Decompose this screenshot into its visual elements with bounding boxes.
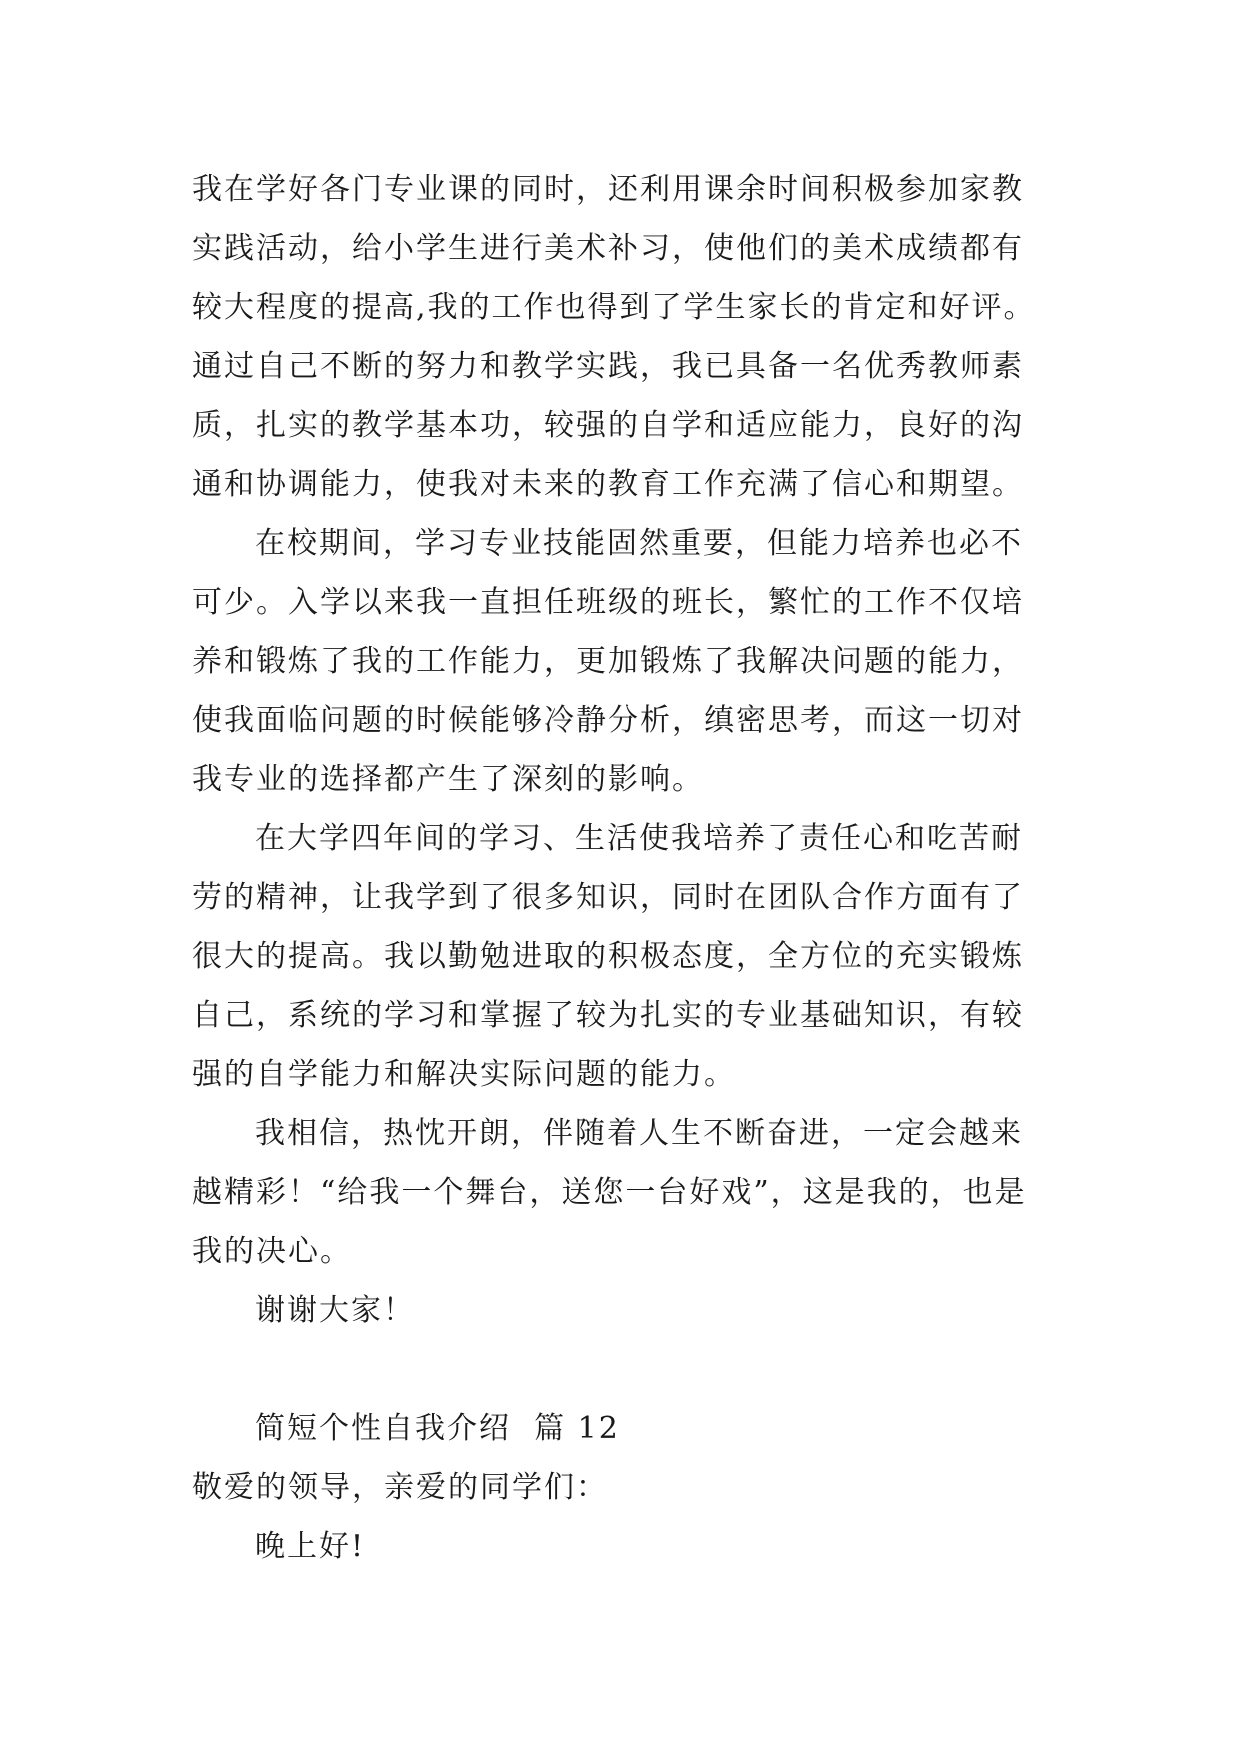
document-body xyxy=(192,160,1092,1576)
text-line: 越精彩！“给我一个舞台，送您一台好戏”，这是我的，也是 xyxy=(192,1175,1027,1210)
text-line: 通过自己不断的努力和教学实践，我已具备一名优秀教师素 xyxy=(192,349,1024,384)
text-line: 使我面临问题的时候能够冷静分析，缜密思考，而这一切对 xyxy=(192,703,1024,738)
text-line: 养和锻炼了我的工作能力，更加锻炼了我解决问题的能力， xyxy=(192,644,1024,679)
text-line: 在大学四年间的学习、生活使我培养了责任心和吃苦耐 xyxy=(255,821,1023,856)
text-line: 我在学好各门专业课的同时，还利用课余时间积极参加家教 xyxy=(192,172,1024,207)
paragraph-4 xyxy=(192,1104,1092,1281)
text-line: 实践活动，给小学生进行美术补习，使他们的美术成绩都有 xyxy=(192,231,1024,266)
paragraph-2 xyxy=(192,514,1092,809)
text-line: 我专业的选择都产生了深刻的影响。 xyxy=(192,762,704,797)
text-line: 劳的精神，让我学到了很多知识，同时在团队合作方面有了 xyxy=(192,880,1024,915)
section-title: 简短个性自我介绍 篇 12 xyxy=(255,1411,620,1446)
text-line: 我的决心。 xyxy=(192,1234,352,1269)
text-line: 通和协调能力，使我对未来的教育工作充满了信心和期望。 xyxy=(192,467,1024,502)
text-line: 我相信，热忱开朗，伴随着人生不断奋进，一定会越来 xyxy=(255,1116,1023,1151)
paragraph-1 xyxy=(192,160,1092,514)
text-line: 质，扎实的教学基本功，较强的自学和适应能力，良好的沟 xyxy=(192,408,1024,443)
paragraph-3 xyxy=(192,809,1092,1104)
thanks-line: 谢谢大家！ xyxy=(255,1293,415,1328)
greeting: 晚上好! xyxy=(255,1529,366,1564)
salutation: 敬爱的领导，亲爱的同学们： xyxy=(192,1470,608,1505)
text-line: 可少。入学以来我一直担任班级的班长，繁忙的工作不仅培 xyxy=(192,585,1024,620)
text-line: 较大程度的提高,我的工作也得到了学生家长的肯定和好评。 xyxy=(192,290,1036,325)
text-line: 自己，系统的学习和掌握了较为扎实的专业基础知识，有较 xyxy=(192,998,1024,1033)
text-line: 在校期间，学习专业技能固然重要，但能力培养也必不 xyxy=(255,526,1023,561)
text-line: 强的自学能力和解决实际问题的能力。 xyxy=(192,1057,736,1092)
spacer xyxy=(192,1340,1092,1399)
text-line: 很大的提高。我以勤勉进取的积极态度，全方位的充实锻炼 xyxy=(192,939,1024,974)
